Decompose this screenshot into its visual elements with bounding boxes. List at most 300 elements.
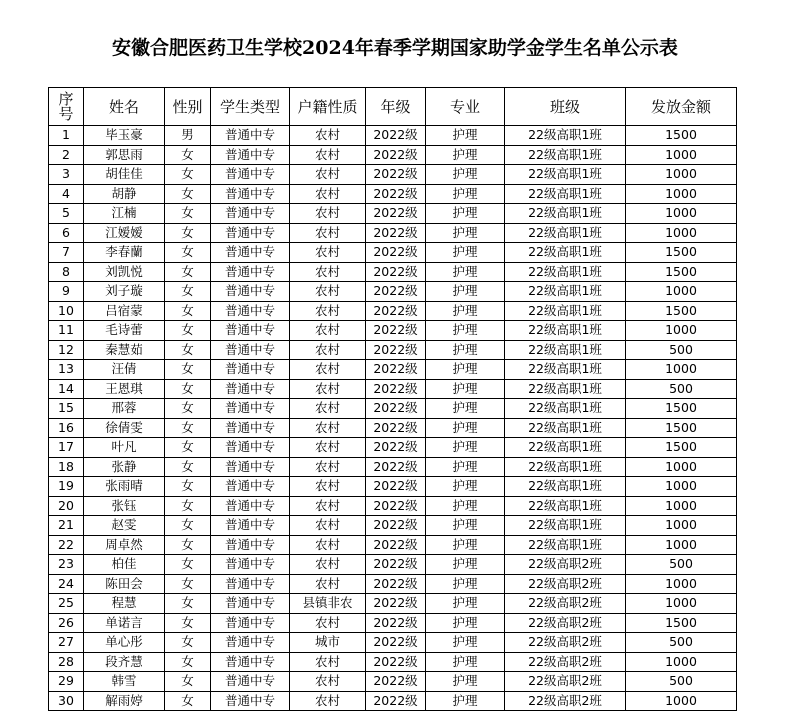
cell-name: 张静 <box>84 457 165 477</box>
cell-class: 22级高职1班 <box>505 243 626 263</box>
cell-major: 护理 <box>426 457 505 477</box>
cell-hukou-type: 农村 <box>290 438 366 458</box>
cell-hukou-type: 县镇非农 <box>290 594 366 614</box>
header-major: 专业 <box>426 88 505 126</box>
cell-student-type: 普通中专 <box>211 204 290 224</box>
cell-class: 22级高职1班 <box>505 340 626 360</box>
cell-hukou-type: 农村 <box>290 126 366 146</box>
table-row <box>49 282 737 302</box>
table-row <box>49 672 737 692</box>
cell-serial-number: 2 <box>49 145 84 165</box>
cell-serial-number: 10 <box>49 301 84 321</box>
cell-name: 汪倩 <box>84 360 165 380</box>
cell-hukou-type: 农村 <box>290 321 366 341</box>
page-title: 安徽合肥医药卫生学校2024年春季学期国家助学金学生名单公示表 <box>112 37 678 59</box>
cell-amount: 500 <box>626 340 737 360</box>
cell-grade: 2022级 <box>366 340 426 360</box>
table-row <box>49 594 737 614</box>
cell-major: 护理 <box>426 262 505 282</box>
cell-class: 22级高职2班 <box>505 691 626 711</box>
cell-hukou-type: 农村 <box>290 282 366 302</box>
cell-grade: 2022级 <box>366 399 426 419</box>
cell-hukou-type: 农村 <box>290 613 366 633</box>
cell-hukou-type: 农村 <box>290 145 366 165</box>
cell-serial-number: 21 <box>49 516 84 536</box>
cell-amount: 500 <box>626 555 737 575</box>
cell-gender: 女 <box>165 691 211 711</box>
cell-serial-number: 3 <box>49 165 84 185</box>
cell-gender: 女 <box>165 360 211 380</box>
cell-class: 22级高职1班 <box>505 535 626 555</box>
cell-amount: 500 <box>626 379 737 399</box>
cell-grade: 2022级 <box>366 223 426 243</box>
cell-name: 程慧 <box>84 594 165 614</box>
cell-major: 护理 <box>426 516 505 536</box>
table-row <box>49 184 737 204</box>
table-row <box>49 262 737 282</box>
cell-gender: 女 <box>165 555 211 575</box>
cell-gender: 女 <box>165 516 211 536</box>
cell-name: 韩雪 <box>84 672 165 692</box>
cell-name: 刘凯悦 <box>84 262 165 282</box>
table-row <box>49 457 737 477</box>
cell-gender: 女 <box>165 204 211 224</box>
cell-grade: 2022级 <box>366 379 426 399</box>
cell-grade: 2022级 <box>366 457 426 477</box>
cell-major: 护理 <box>426 145 505 165</box>
cell-class: 22级高职1班 <box>505 165 626 185</box>
cell-hukou-type: 农村 <box>290 535 366 555</box>
cell-name: 郭思雨 <box>84 145 165 165</box>
cell-name: 江嫒嫒 <box>84 223 165 243</box>
cell-class: 22级高职2班 <box>505 672 626 692</box>
cell-name: 胡静 <box>84 184 165 204</box>
table-row <box>49 379 737 399</box>
cell-name: 张钰 <box>84 496 165 516</box>
cell-hukou-type: 农村 <box>290 652 366 672</box>
cell-gender: 女 <box>165 438 211 458</box>
cell-grade: 2022级 <box>366 282 426 302</box>
cell-class: 22级高职1班 <box>505 360 626 380</box>
cell-gender: 女 <box>165 399 211 419</box>
cell-student-type: 普通中专 <box>211 399 290 419</box>
table-row <box>49 321 737 341</box>
cell-class: 22级高职1班 <box>505 399 626 419</box>
cell-major: 护理 <box>426 399 505 419</box>
cell-grade: 2022级 <box>366 243 426 263</box>
cell-amount: 1500 <box>626 243 737 263</box>
cell-name: 徐倩雯 <box>84 418 165 438</box>
cell-gender: 女 <box>165 321 211 341</box>
cell-class: 22级高职2班 <box>505 594 626 614</box>
cell-hukou-type: 农村 <box>290 399 366 419</box>
cell-class: 22级高职1班 <box>505 223 626 243</box>
header-class: 班级 <box>505 88 626 126</box>
cell-grade: 2022级 <box>366 360 426 380</box>
cell-gender: 女 <box>165 184 211 204</box>
cell-student-type: 普通中专 <box>211 477 290 497</box>
cell-grade: 2022级 <box>366 535 426 555</box>
cell-grade: 2022级 <box>366 496 426 516</box>
cell-gender: 女 <box>165 243 211 263</box>
cell-student-type: 普通中专 <box>211 438 290 458</box>
cell-class: 22级高职1班 <box>505 379 626 399</box>
cell-serial-number: 15 <box>49 399 84 419</box>
cell-class: 22级高职2班 <box>505 574 626 594</box>
cell-major: 护理 <box>426 633 505 653</box>
cell-gender: 女 <box>165 457 211 477</box>
cell-name: 刘子璇 <box>84 282 165 302</box>
cell-class: 22级高职1班 <box>505 282 626 302</box>
header-amount: 发放金额 <box>626 88 737 126</box>
table-row <box>49 691 737 711</box>
cell-grade: 2022级 <box>366 633 426 653</box>
cell-student-type: 普通中专 <box>211 555 290 575</box>
cell-major: 护理 <box>426 672 505 692</box>
cell-major: 护理 <box>426 418 505 438</box>
cell-name: 单诺言 <box>84 613 165 633</box>
cell-class: 22级高职2班 <box>505 555 626 575</box>
cell-grade: 2022级 <box>366 301 426 321</box>
cell-serial-number: 26 <box>49 613 84 633</box>
cell-major: 护理 <box>426 652 505 672</box>
cell-serial-number: 9 <box>49 282 84 302</box>
cell-class: 22级高职1班 <box>505 301 626 321</box>
table-row <box>49 204 737 224</box>
cell-student-type: 普通中专 <box>211 262 290 282</box>
cell-grade: 2022级 <box>366 516 426 536</box>
cell-serial-number: 27 <box>49 633 84 653</box>
cell-class: 22级高职1班 <box>505 184 626 204</box>
cell-amount: 1500 <box>626 262 737 282</box>
cell-major: 护理 <box>426 574 505 594</box>
cell-student-type: 普通中专 <box>211 691 290 711</box>
cell-name: 段齐慧 <box>84 652 165 672</box>
cell-serial-number: 16 <box>49 418 84 438</box>
cell-serial-number: 4 <box>49 184 84 204</box>
cell-name: 张雨晴 <box>84 477 165 497</box>
cell-grade: 2022级 <box>366 184 426 204</box>
cell-gender: 女 <box>165 633 211 653</box>
cell-major: 护理 <box>426 243 505 263</box>
cell-grade: 2022级 <box>366 418 426 438</box>
cell-class: 22级高职2班 <box>505 652 626 672</box>
cell-hukou-type: 农村 <box>290 379 366 399</box>
cell-class: 22级高职1班 <box>505 457 626 477</box>
cell-gender: 女 <box>165 165 211 185</box>
cell-gender: 女 <box>165 223 211 243</box>
cell-serial-number: 24 <box>49 574 84 594</box>
cell-major: 护理 <box>426 535 505 555</box>
cell-major: 护理 <box>426 223 505 243</box>
cell-amount: 1500 <box>626 126 737 146</box>
cell-serial-number: 13 <box>49 360 84 380</box>
cell-gender: 女 <box>165 477 211 497</box>
cell-grade: 2022级 <box>366 145 426 165</box>
cell-name: 陈田会 <box>84 574 165 594</box>
cell-student-type: 普通中专 <box>211 321 290 341</box>
cell-class: 22级高职2班 <box>505 613 626 633</box>
cell-serial-number: 5 <box>49 204 84 224</box>
cell-grade: 2022级 <box>366 555 426 575</box>
cell-student-type: 普通中专 <box>211 282 290 302</box>
cell-amount: 1000 <box>626 360 737 380</box>
cell-name: 吕宿蒙 <box>84 301 165 321</box>
cell-grade: 2022级 <box>366 691 426 711</box>
cell-serial-number: 17 <box>49 438 84 458</box>
cell-serial-number: 19 <box>49 477 84 497</box>
cell-grade: 2022级 <box>366 165 426 185</box>
cell-serial-number: 20 <box>49 496 84 516</box>
cell-amount: 1000 <box>626 457 737 477</box>
table-row <box>49 438 737 458</box>
cell-amount: 500 <box>626 633 737 653</box>
cell-hukou-type: 农村 <box>290 672 366 692</box>
cell-serial-number: 8 <box>49 262 84 282</box>
cell-major: 护理 <box>426 204 505 224</box>
cell-class: 22级高职1班 <box>505 418 626 438</box>
cell-student-type: 普通中专 <box>211 340 290 360</box>
cell-amount: 1000 <box>626 204 737 224</box>
cell-student-type: 普通中专 <box>211 243 290 263</box>
cell-major: 护理 <box>426 360 505 380</box>
cell-class: 22级高职1班 <box>505 262 626 282</box>
cell-grade: 2022级 <box>366 477 426 497</box>
cell-major: 护理 <box>426 594 505 614</box>
cell-amount: 500 <box>626 672 737 692</box>
table-row <box>49 223 737 243</box>
cell-name: 江楠 <box>84 204 165 224</box>
cell-major: 护理 <box>426 126 505 146</box>
table-row <box>49 145 737 165</box>
cell-amount: 1000 <box>626 496 737 516</box>
cell-gender: 女 <box>165 262 211 282</box>
cell-name: 毕玉豪 <box>84 126 165 146</box>
cell-major: 护理 <box>426 321 505 341</box>
cell-grade: 2022级 <box>366 438 426 458</box>
cell-class: 22级高职2班 <box>505 633 626 653</box>
cell-gender: 女 <box>165 613 211 633</box>
cell-grade: 2022级 <box>366 126 426 146</box>
cell-amount: 1500 <box>626 418 737 438</box>
cell-name: 单心彤 <box>84 633 165 653</box>
cell-grade: 2022级 <box>366 594 426 614</box>
cell-student-type: 普通中专 <box>211 184 290 204</box>
cell-class: 22级高职1班 <box>505 516 626 536</box>
cell-major: 护理 <box>426 340 505 360</box>
table-row <box>49 613 737 633</box>
cell-serial-number: 1 <box>49 126 84 146</box>
cell-serial-number: 18 <box>49 457 84 477</box>
cell-serial-number: 28 <box>49 652 84 672</box>
cell-serial-number: 23 <box>49 555 84 575</box>
cell-student-type: 普通中专 <box>211 301 290 321</box>
cell-gender: 女 <box>165 574 211 594</box>
cell-hukou-type: 农村 <box>290 418 366 438</box>
table-row <box>49 496 737 516</box>
cell-amount: 1500 <box>626 438 737 458</box>
table-row <box>49 165 737 185</box>
cell-student-type: 普通中专 <box>211 145 290 165</box>
cell-student-type: 普通中专 <box>211 613 290 633</box>
cell-amount: 1000 <box>626 223 737 243</box>
cell-gender: 女 <box>165 145 211 165</box>
cell-student-type: 普通中专 <box>211 672 290 692</box>
cell-student-type: 普通中专 <box>211 516 290 536</box>
cell-gender: 女 <box>165 535 211 555</box>
cell-amount: 1000 <box>626 184 737 204</box>
cell-major: 护理 <box>426 301 505 321</box>
cell-student-type: 普通中专 <box>211 652 290 672</box>
cell-student-type: 普通中专 <box>211 535 290 555</box>
cell-major: 护理 <box>426 282 505 302</box>
cell-hukou-type: 农村 <box>290 204 366 224</box>
cell-name: 王恩琪 <box>84 379 165 399</box>
cell-name: 解雨婷 <box>84 691 165 711</box>
cell-major: 护理 <box>426 477 505 497</box>
cell-name: 毛诗蕾 <box>84 321 165 341</box>
cell-grade: 2022级 <box>366 262 426 282</box>
cell-serial-number: 6 <box>49 223 84 243</box>
cell-name: 邢蓉 <box>84 399 165 419</box>
cell-grade: 2022级 <box>366 321 426 341</box>
cell-gender: 女 <box>165 340 211 360</box>
student-roster-table <box>48 87 737 711</box>
cell-gender: 女 <box>165 672 211 692</box>
cell-hukou-type: 农村 <box>290 360 366 380</box>
header-student-type: 学生类型 <box>211 88 290 126</box>
cell-serial-number: 29 <box>49 672 84 692</box>
cell-amount: 1000 <box>626 535 737 555</box>
table-row <box>49 126 737 146</box>
cell-hukou-type: 农村 <box>290 496 366 516</box>
cell-serial-number: 11 <box>49 321 84 341</box>
cell-gender: 女 <box>165 379 211 399</box>
cell-student-type: 普通中专 <box>211 457 290 477</box>
cell-class: 22级高职1班 <box>505 204 626 224</box>
cell-major: 护理 <box>426 613 505 633</box>
cell-gender: 女 <box>165 282 211 302</box>
table-row <box>49 243 737 263</box>
cell-hukou-type: 农村 <box>290 184 366 204</box>
table-body <box>49 126 737 711</box>
cell-major: 护理 <box>426 438 505 458</box>
cell-student-type: 普通中专 <box>211 165 290 185</box>
cell-major: 护理 <box>426 165 505 185</box>
cell-student-type: 普通中专 <box>211 126 290 146</box>
cell-hukou-type: 城市 <box>290 633 366 653</box>
cell-gender: 女 <box>165 652 211 672</box>
cell-name: 李春蘭 <box>84 243 165 263</box>
cell-amount: 1000 <box>626 145 737 165</box>
cell-serial-number: 22 <box>49 535 84 555</box>
cell-student-type: 普通中专 <box>211 594 290 614</box>
table-row <box>49 301 737 321</box>
cell-student-type: 普通中专 <box>211 223 290 243</box>
cell-class: 22级高职1班 <box>505 438 626 458</box>
cell-hukou-type: 农村 <box>290 223 366 243</box>
cell-major: 护理 <box>426 691 505 711</box>
table-row <box>49 360 737 380</box>
cell-amount: 1500 <box>626 301 737 321</box>
cell-hukou-type: 农村 <box>290 165 366 185</box>
cell-gender: 女 <box>165 418 211 438</box>
cell-serial-number: 25 <box>49 594 84 614</box>
cell-gender: 男 <box>165 126 211 146</box>
cell-amount: 1500 <box>626 613 737 633</box>
cell-gender: 女 <box>165 496 211 516</box>
header-gender: 性别 <box>165 88 211 126</box>
table-row <box>49 555 737 575</box>
cell-grade: 2022级 <box>366 204 426 224</box>
cell-serial-number: 12 <box>49 340 84 360</box>
cell-amount: 1000 <box>626 477 737 497</box>
table-row <box>49 574 737 594</box>
cell-grade: 2022级 <box>366 672 426 692</box>
cell-hukou-type: 农村 <box>290 691 366 711</box>
cell-student-type: 普通中专 <box>211 360 290 380</box>
cell-hukou-type: 农村 <box>290 340 366 360</box>
header-serial-number: 序号 <box>49 88 84 126</box>
cell-hukou-type: 农村 <box>290 555 366 575</box>
cell-student-type: 普通中专 <box>211 574 290 594</box>
cell-class: 22级高职1班 <box>505 145 626 165</box>
cell-hukou-type: 农村 <box>290 516 366 536</box>
cell-student-type: 普通中专 <box>211 496 290 516</box>
header-hukou-type: 户籍性质 <box>290 88 366 126</box>
cell-amount: 1500 <box>626 399 737 419</box>
cell-amount: 1000 <box>626 321 737 341</box>
cell-major: 护理 <box>426 379 505 399</box>
cell-hukou-type: 农村 <box>290 457 366 477</box>
cell-hukou-type: 农村 <box>290 574 366 594</box>
cell-amount: 1000 <box>626 165 737 185</box>
cell-amount: 1000 <box>626 282 737 302</box>
header-grade: 年级 <box>366 88 426 126</box>
cell-hukou-type: 农村 <box>290 301 366 321</box>
cell-serial-number: 30 <box>49 691 84 711</box>
cell-grade: 2022级 <box>366 613 426 633</box>
cell-student-type: 普通中专 <box>211 418 290 438</box>
cell-name: 胡佳佳 <box>84 165 165 185</box>
cell-name: 周卓然 <box>84 535 165 555</box>
cell-major: 护理 <box>426 496 505 516</box>
cell-student-type: 普通中专 <box>211 633 290 653</box>
cell-class: 22级高职1班 <box>505 477 626 497</box>
table-row <box>49 516 737 536</box>
cell-major: 护理 <box>426 555 505 575</box>
table-row <box>49 340 737 360</box>
table-row <box>49 535 737 555</box>
cell-major: 护理 <box>426 184 505 204</box>
cell-amount: 1000 <box>626 516 737 536</box>
table-row <box>49 477 737 497</box>
cell-gender: 女 <box>165 301 211 321</box>
cell-serial-number: 7 <box>49 243 84 263</box>
cell-amount: 1000 <box>626 691 737 711</box>
cell-class: 22级高职1班 <box>505 496 626 516</box>
cell-amount: 1000 <box>626 594 737 614</box>
table-row <box>49 633 737 653</box>
cell-name: 赵雯 <box>84 516 165 536</box>
cell-grade: 2022级 <box>366 574 426 594</box>
table-header-row <box>49 88 737 126</box>
cell-hukou-type: 农村 <box>290 477 366 497</box>
cell-serial-number: 14 <box>49 379 84 399</box>
cell-name: 柏佳 <box>84 555 165 575</box>
cell-name: 秦慧茹 <box>84 340 165 360</box>
cell-grade: 2022级 <box>366 652 426 672</box>
